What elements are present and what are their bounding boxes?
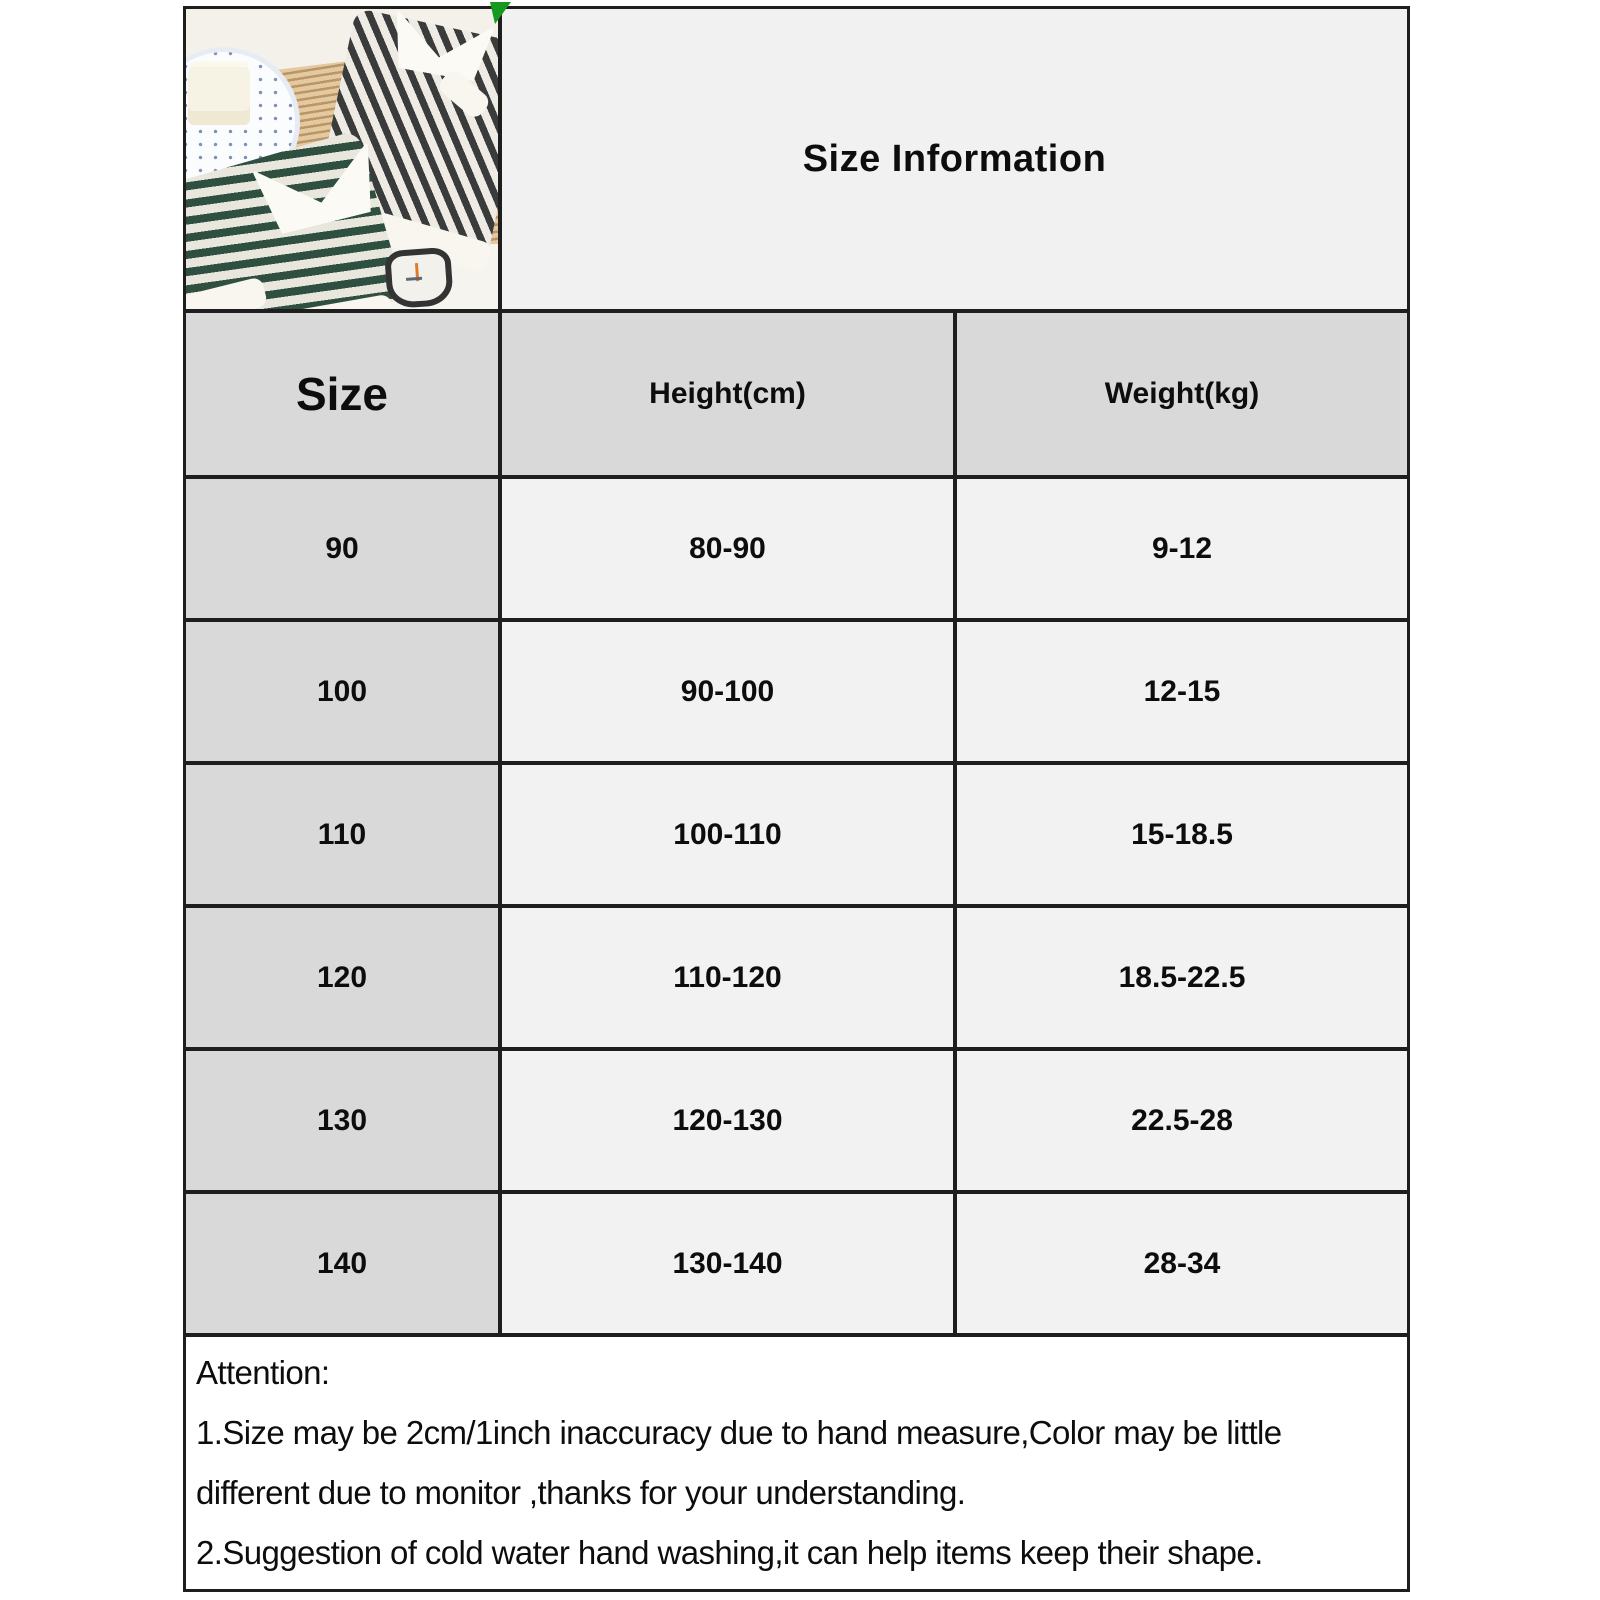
size-value: 120 [186,908,498,1047]
height-value: 110-120 [498,908,953,1047]
height-value: 100-110 [498,765,953,904]
table-row [186,1190,1407,1333]
page-title: Size Information [802,137,1107,180]
height-value: 120-130 [498,1051,953,1190]
size-value: 90 [186,479,498,618]
weight-value: 9-12 [953,479,1407,618]
weight-value: 28-34 [953,1194,1407,1333]
green-corner-marker-icon [490,2,511,24]
size-value: 130 [186,1051,498,1190]
table-row [186,1047,1407,1190]
attention-heading: Attention: [196,1354,330,1391]
clock-icon [384,247,454,309]
weight-value: 22.5-28 [953,1051,1407,1190]
column-header-height: Height(cm) [498,313,953,475]
height-value: 130-140 [498,1194,953,1333]
height-value: 80-90 [498,479,953,618]
top-row [186,9,1407,309]
weight-value: 15-18.5 [953,765,1407,904]
weight-value: 12-15 [953,622,1407,761]
title-cell [498,9,1407,309]
attention-section [186,1333,1407,1589]
table-row [186,761,1407,904]
table-row [186,618,1407,761]
size-chart-sheet [183,6,1410,1592]
size-value: 100 [186,622,498,761]
size-value: 140 [186,1194,498,1333]
size-value: 110 [186,765,498,904]
attention-note-1: 1.Size may be 2cm/1inch inaccuracy due to hand measure,Color may be little different due to monitor ,thanks for your understanding. [196,1414,1282,1512]
table-row [186,475,1407,618]
column-header-weight: Weight(kg) [953,313,1407,475]
table-header-row [186,309,1407,475]
product-photo [186,9,498,309]
weight-value: 18.5-22.5 [953,908,1407,1047]
cake-on-plate [188,67,250,125]
attention-note-2: 2.Suggestion of cold water hand washing,it can help items keep their shape. [196,1534,1263,1572]
height-value: 90-100 [498,622,953,761]
column-header-size: Size [295,368,389,420]
table-row [186,904,1407,1047]
